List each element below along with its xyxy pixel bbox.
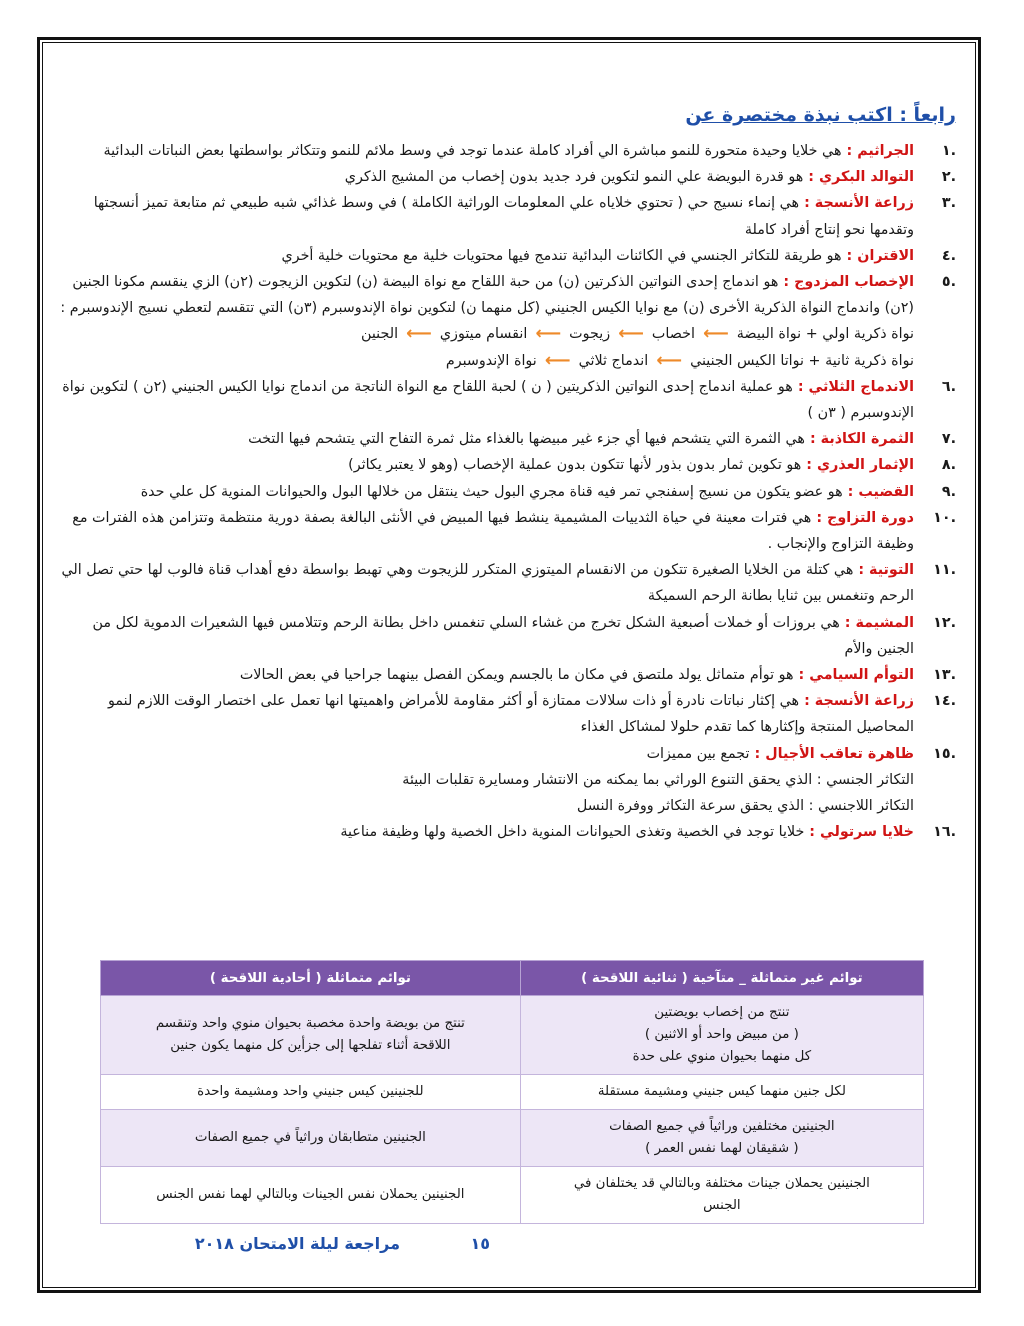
definition-text: هي فترات معينة في حياة الثدييات المشيمية ينشط فيها المبيض في الأنثى البالغة بصفة دورية منتظمة وتتزامن هذه الفترات مع وظيفة التزاوج والإنجاب . xyxy=(72,509,914,553)
definition-text: هي كتلة من الخلايا الصغيرة تتكون من الانقسام الميتوزي المتكرر للزيجوت وهي تهبط بواسطة دفع أهداب قناة فالوب لها حتي تصل الي الرحم وتنغمس بين ثنايا بطانة الرحم السميكة xyxy=(61,562,914,605)
arrow-left-icon: ⟵ xyxy=(702,323,729,345)
definition-text: هي إنماء نسيج حي ( تحتوي خلاياه علي المعلومات الوراثية الكاملة ) في وسط غذائي شبه طبيعي ثم متابعة تميز أنسجتها وتقدمها نحو إنتاج أفراد كاملة xyxy=(93,195,914,238)
section-heading: رابعاً : اكتب نبذة مختصرة عن xyxy=(685,104,956,126)
definition-item: .٤ الاقتران : هو طريقة للتكاثر الجنسي في الكائنات البدائية تندمج فيها محتويات خلية مع محتويات خلية أخري xyxy=(281,247,956,264)
definitions-list xyxy=(60,138,956,845)
definition-item: .١٦ خلايا سرتولي : خلايا توجد في الخصية وتغذى الحيوانات المنوية داخل الخصية ولها وظيفة مناعية xyxy=(340,824,956,841)
cell-identical: الجنينين متطابقان وراثياً في جميع الصفات xyxy=(101,1110,521,1167)
definition-item: .١٢ المشيمة : هي بروزات أو خملات أصبعية الشكل تخرج من غشاء السلي تنغمس داخل بطانة الرحم وتتلامس فيها الشعيرات الدموية لكل من الجنين والأم xyxy=(92,614,956,657)
arrow-left-icon: ⟵ xyxy=(535,323,562,345)
definition-term: ظاهرة تعاقب الأجيال xyxy=(765,745,914,762)
definition-item: .٣ زراعة الأنسجة : هي إنماء نسيج حي ( تحتوي خلاياه علي المعلومات الوراثية الكاملة ) في وسط غذائي شبه طبيعي ثم متابعة تميز أنسجتها وتقدمها نحو إنتاج أفراد كاملة xyxy=(93,195,956,238)
definition-item: .١٥ ظاهرة تعاقب الأجيال : تجمع بين مميزات التكاثر الجنسي : الذي يحقق التنوع الوراثي بما يمكنه من الانتشار ومسايرة تقلبات البيئة التكاثر اللاجنسي : الذي يحقق سرعة التكاثر ووفرة النسل xyxy=(60,741,956,820)
arrow-left-icon: ⟵ xyxy=(656,349,683,371)
table-header-row xyxy=(101,961,924,996)
definition-text: هو اندماج إحدى النواتين الذكرتين (ن) من حبة اللقاح مع نواة البيضة (ن) لتكوين الزيجوت (٢ن) الزي ينقسم مكونا الجنين (٢ن) واندماج النواة الذكرية الأخرى (ن) مع نوايا الكيس الجنيني (كل منهما ن) لتكوين نواة الإندوسبرم (٣ن) التي تتقسم لتعطي نسيج الإندوسبرم : xyxy=(60,274,914,317)
arrow-left-icon: ⟵ xyxy=(544,349,571,371)
cell-fraternal: لكل جنين منهما كيس جنيني ومشيمة مستقلة xyxy=(520,1075,923,1110)
table-row xyxy=(101,996,924,1075)
definition-item: .١١ التوتية : هي كتلة من الخلايا الصغيرة تتكون من الانقسام الميتوزي المتكرر للزيجوت وهي تهبط بواسطة دفع أهداب قناة فالوب لها حتي تصل الي الرحم وتنغمس بين ثنايا بطانة الرحم السميكة xyxy=(61,562,956,605)
definition-term: الثمرة الكاذبة xyxy=(820,431,914,448)
definition-item: .١٠ دورة التزاوج : هي فترات معينة في حياة الثدييات المشيمية ينشط فيها المبيض في الأنثى البالغة بصفة دورية منتظمة وتتزامن هذه الفترات مع وظيفة التزاوج والإنجاب . xyxy=(72,509,956,553)
page-footer xyxy=(90,1234,930,1264)
definition-text: هي بروزات أو خملات أصبعية الشكل تخرج من غشاء السلي تنغمس داخل بطانة الرحم وتتلامس فيها الشعيرات الدموية لكل من الجنين والأم xyxy=(92,614,914,657)
definition-text: هو تكوين ثمار بدون بذور لأنها تتكون بدون عملية الإخصاب (وهو لا يعتبر يكاثر) xyxy=(348,457,802,474)
arrow-left-icon: ⟵ xyxy=(618,323,644,345)
alternation-line: التكاثر الجنسي : الذي يحقق التنوع الوراثي بما يمكنه من الانتشار ومسايرة تقلبات البيئة xyxy=(402,771,914,788)
cell-identical: الجنينين يحملان نفس الجينات وبالتالي لهما نفس الجنس xyxy=(101,1167,521,1224)
definition-item: .٢ التوالد البكري : هو قدرة البويضة علي النمو لتكوين فرد جديد بدون إخصاب من المشيج الذكري xyxy=(344,169,956,186)
definition-term: دورة التزاوج xyxy=(827,509,914,526)
definition-text: هو توأم متماثل يولد ملتصق في مكان ما بالجسم ويمكن الفصل بينهما جراحيا في بعض الحالات xyxy=(239,667,794,684)
definition-text: هو قدرة البويضة علي النمو لتكوين فرد جديد بدون إخصاب من المشيج الذكري xyxy=(344,169,804,186)
definition-item: .٦ الاندماج الثلاثي : هو عملية اندماج إحدى النواتين الذكريتين ( ن ) لحبة اللقاح مع النواة الناتجة من اندماج نوايا الكيس الجنيني (٢ن ) لتكوين نواة الإندوسبرم ( ٣ن ) xyxy=(62,378,956,422)
definition-term: المشيمة xyxy=(855,614,914,631)
definition-text: هي إكثار نباتات نادرة أو ذات سلالات ممتازة أو أكثر مقاومة للأمراض واهميتها انها تعمل على اختصار الوقت اللازم لنمو المحاصيل المنتجة وإكثارها كما تقدم حلولا لمشاكل الغذاء xyxy=(107,693,914,736)
footer-title: مراجعة ليلة الامتحان ٢٠١٨ xyxy=(194,1234,400,1253)
definition-text: هو طريقة للتكاثر الجنسي في الكائنات البدائية تندمج فيها محتويات خلية مع محتويات خلية أخري xyxy=(281,247,842,264)
twins-comparison-table xyxy=(100,960,924,1224)
alternation-line: التكاثر اللاجنسي : الذي يحقق سرعة التكاثر ووفرة النسل xyxy=(576,798,914,815)
fertilization-flow-1: نواة ذكرية اولي + نواة البيضة ⟵ اخصاب ⟵ زيجوت ⟵ انقسام ميتوزي ⟵ الجنين xyxy=(60,321,914,347)
definition-text: خلايا توجد في الخصية وتغذى الحيوانات المنوية داخل الخصية ولها وظيفة مناعية xyxy=(340,824,805,841)
definition-item: .١٣ التوأم السيامي : هو توأم متماثل يولد ملتصق في مكان ما بالجسم ويمكن الفصل بينهما جراحيا في بعض الحالات xyxy=(239,667,956,684)
cell-identical: للجنينين كيس جنيني واحد ومشيمة واحدة xyxy=(101,1075,521,1110)
table-row xyxy=(101,1167,924,1224)
definition-term: القضيب xyxy=(858,483,914,500)
definition-term: التوالد البكري xyxy=(819,169,914,186)
definition-term: خلايا سرتولي xyxy=(820,824,914,841)
definition-term: الإخصاب المزدوج xyxy=(794,274,914,291)
definition-text: تجمع بين مميزات xyxy=(646,745,750,762)
definition-term: الإثمار العذري xyxy=(816,457,914,474)
definition-term: التوأم السيامي xyxy=(809,667,914,684)
definition-text: هي خلايا وحيدة متحورة للنمو مباشرة الي أفراد كاملة عندما توجد في وسط ملائم للنمو وتتكاثر بواسطتها بعض النباتات البدائية xyxy=(103,143,842,159)
content xyxy=(60,100,956,845)
page-number: ١٥ xyxy=(470,1234,490,1253)
definition-text: هو عملية اندماج إحدى النواتين الذكريتين ( ن ) لحبة اللقاح مع النواة الناتجة من اندماج نوايا الكيس الجنيني (٢ن ) لتكوين نواة الإندوسبرم ( ٣ن ) xyxy=(62,378,914,422)
definition-item: .٨ الإثمار العذري : هو تكوين ثمار بدون بذور لأنها تتكون بدون عملية الإخصاب (وهو لا يعتبر يكاثر) xyxy=(348,457,956,474)
definition-term: الاقتران xyxy=(857,247,914,264)
definition-item: .٩ القضيب : هو عضو يتكون من نسيج إسفنجي تمر فيه قناة مجري البول حيث ينتقل من خلالها البول والحيوانات المنوية كل علي حدة xyxy=(140,483,956,500)
fertilization-flow-2: نواة ذكرية ثانية + نواتا الكيس الجنيني ⟵ اندماج ثلاثي ⟵ نواة الإندوسبرم xyxy=(60,348,914,374)
definition-item: .٧ الثمرة الكاذبة : هي الثمرة التي يتشحم فيها أي جزء غير مبيضها بالغذاء مثل ثمرة التفاح التي يتشحم فيها التخت xyxy=(248,431,956,448)
cell-fraternal: الجنينين مختلفين وراثياً في جميع الصفات ( شقيقان لهما نفس العمر ) xyxy=(520,1110,923,1167)
definition-term: زراعة الأنسجة xyxy=(814,693,914,710)
definition-item: .١٤ زراعة الأنسجة : هي إكثار نباتات نادرة أو ذات سلالات ممتازة أو أكثر مقاومة للأمراض واهميتها انها تعمل على اختصار الوقت اللازم لنمو المحاصيل المنتجة وإكثارها كما تقدم حلولا لمشاكل الغذاء xyxy=(107,693,956,736)
header-identical: توائم متماثلة ( أحادية اللاقحة ) xyxy=(101,961,521,996)
cell-fraternal: الجنينين يحملان جينات مختلفة وبالتالي قد يختلفان في الجنس xyxy=(520,1167,923,1224)
definition-text: هو عضو يتكون من نسيج إسفنجي تمر فيه قناة مجري البول حيث ينتقل من خلالها البول والحيوانات المنوية كل علي حدة xyxy=(140,483,843,500)
table-row xyxy=(101,1110,924,1167)
definition-item: .٥ الإخصاب المزدوج : هو اندماج إحدى النواتين الذكرتين (ن) من حبة اللقاح مع نواة البيضة (ن) لتكوين الزيجوت (٢ن) الزي ينقسم مكونا الجنين (٢ن) واندماج النواة الذكرية الأخرى (ن) مع نوايا الكيس الجنيني (كل منهما ن) لتكوين نواة الإندوسبرم (٣ن) التي تتقسم لتعطي نسيج الإندوسبرم : نواة ذكرية اولي + نواة البيضة ⟵ اخصاب ⟵ زيجوت ⟵ انقسام ميتوزي ⟵ الجنين نواة ذكرية ثانية + نواتا الكيس الجنيني ⟵ اندماج ثلاثي ⟵ نواة الإندوسبرم xyxy=(60,269,956,374)
table-row xyxy=(101,1075,924,1110)
arrow-left-icon: ⟵ xyxy=(406,323,432,345)
header-fraternal: توائم غير متماثلة _ متآخية ( ثنائية اللاقحة ) xyxy=(520,961,923,996)
definition-term: التوتية xyxy=(869,562,914,579)
cell-identical: تنتج من بويضة واحدة مخصبة بحيوان منوي واحد وتنقسم اللاقحة أثناء تفلجها إلى جزأين كل منهما يكون جنين xyxy=(101,996,521,1075)
definition-term: زراعة الأنسجة xyxy=(814,195,914,212)
definition-item: .١ الجراثيم : هي خلايا وحيدة متحورة للنمو مباشرة الي أفراد كاملة عندما توجد في وسط ملائم للنمو وتتكاثر بواسطتها بعض النباتات البدائية xyxy=(103,143,956,159)
definition-term: الجراثيم xyxy=(857,143,914,159)
cell-fraternal: تنتج من إخصاب بويضتين ( من مبيض واحد أو الاثنين ) كل منهما بحيوان منوي على حدة xyxy=(520,996,923,1075)
definition-term: الاندماج الثلاثي xyxy=(808,378,914,395)
definition-text: هي الثمرة التي يتشحم فيها أي جزء غير مبيضها بالغذاء مثل ثمرة التفاح التي يتشحم فيها التخت xyxy=(248,431,805,448)
